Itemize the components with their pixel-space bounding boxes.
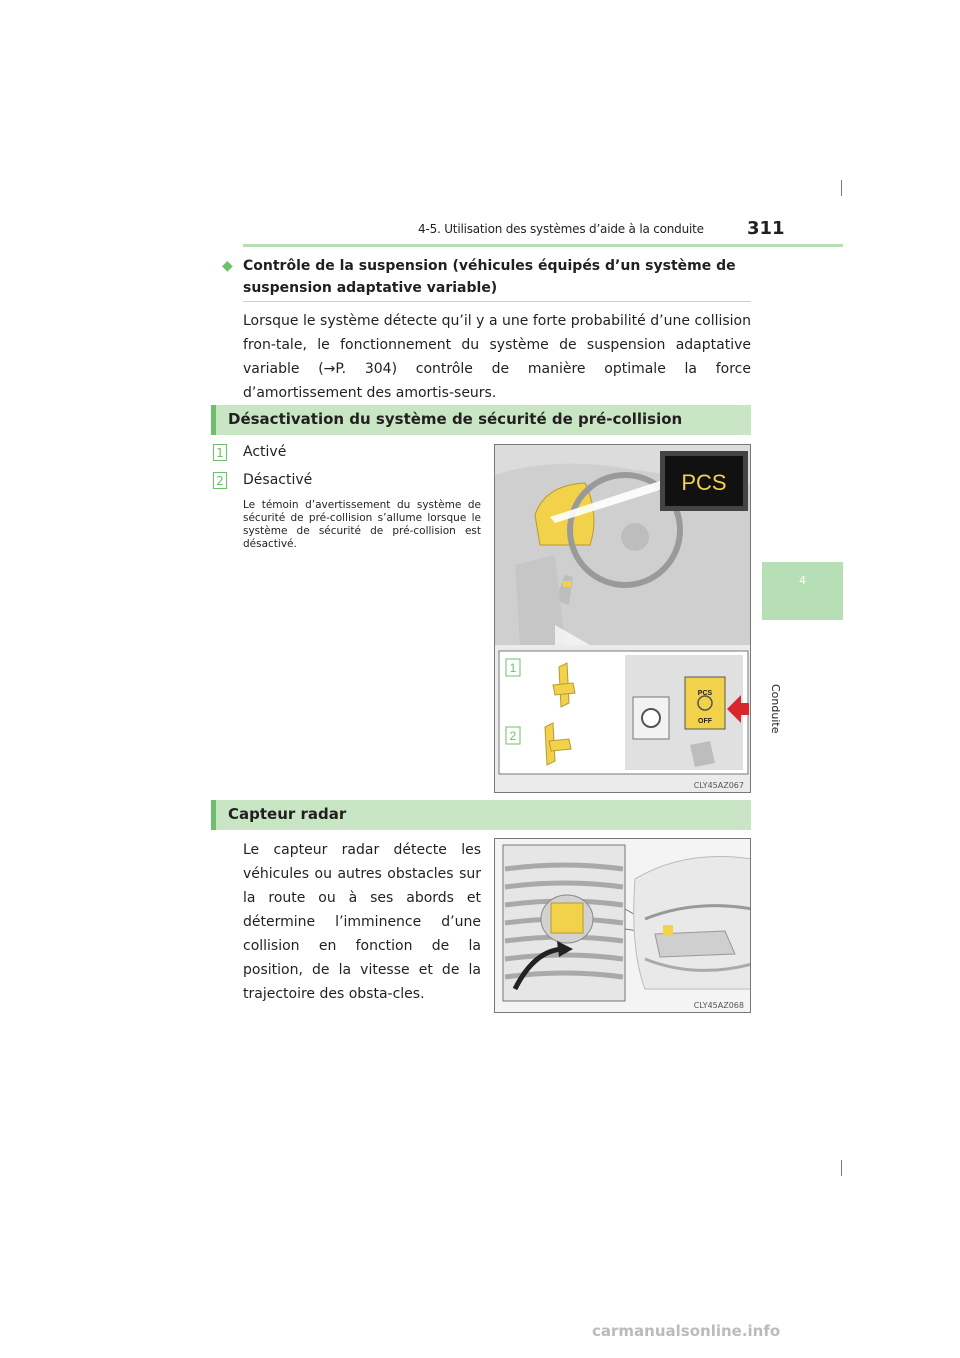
header-rule (243, 244, 843, 247)
section-header-pcs (211, 405, 751, 435)
figure-callout-1: 1 (509, 661, 517, 675)
item-number-2: 2 (213, 472, 227, 489)
switch-top-label: PCS (697, 690, 713, 697)
subsection-rule (243, 301, 751, 302)
footer-watermark[interactable]: carmanualsonline.info (592, 1322, 781, 1340)
radar-figure (494, 838, 751, 1013)
radar-figure-code: CLY45AZ068 (693, 1001, 744, 1010)
section-header-radar (211, 800, 751, 830)
subsection-title: Contrôle de la suspension (véhicules équipés d’un système de suspension adaptative variable) (243, 258, 736, 296)
item-label-inactive: Désactivé (243, 472, 313, 488)
chapter-tab (762, 562, 843, 620)
pcs-figure-code: CLY45AZ067 (693, 781, 744, 790)
pcs-illustration (495, 445, 751, 793)
pcs-indicator-text: PCS (681, 470, 727, 495)
radar-body: Le capteur radar détecte les véhicules ou autres obstacles sur la route ou à ses abords et détermine l’imminence d’une collision en fonction de la position, de la vitesse et de la trajectoire des obsta-cles. (243, 842, 481, 1002)
page-number: 311 (747, 218, 785, 239)
subsection-body: Lorsque le système détecte qu’il y a une forte probabilité d’une collision fron-tale, le fonctionnement du système de suspension adaptative variable (→P. 304) contrôle de manière optimale la force d’amortissement des amortis-seurs. (243, 313, 751, 401)
crop-mark-bottom (841, 1160, 842, 1176)
figure-callout-2: 2 (509, 729, 517, 743)
chapter-number: 4 (799, 574, 806, 587)
switch-bottom-label: OFF (698, 718, 712, 725)
item-label-active: Activé (243, 444, 287, 460)
chapter-label: Conduite (769, 684, 782, 734)
header-section-title: 4-5. Utilisation des systèmes d’aide à la conduite (418, 222, 704, 236)
item-number-1: 1 (213, 444, 227, 461)
crop-mark-top (841, 180, 842, 196)
section-title-pcs: Désactivation du système de sécurité de pré-collision (228, 410, 683, 428)
pcs-note: Le témoin d’avertissement du système de sécurité de pré-collision s’allume lorsque le système de sécurité de pré-collision est désactivé. (243, 499, 481, 550)
section-title-radar: Capteur radar (228, 805, 347, 823)
diamond-bullet-icon: ◆ (222, 258, 233, 274)
radar-illustration (495, 839, 751, 1013)
pcs-figure (494, 444, 751, 793)
